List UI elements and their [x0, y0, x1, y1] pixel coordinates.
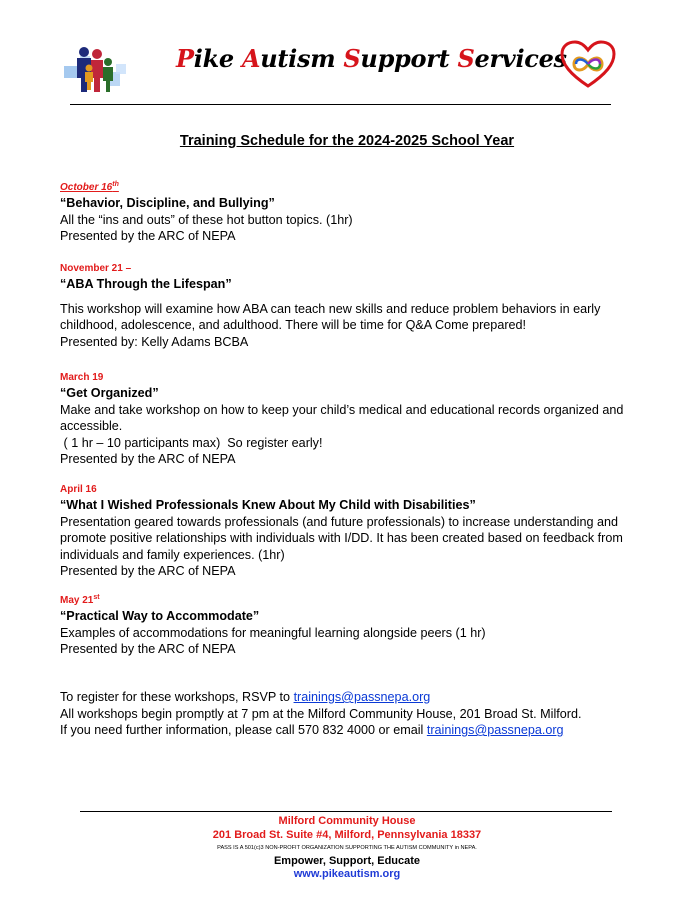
event-presenter: Presented by the ARC of NEPA	[60, 564, 236, 578]
event-description: All the “ins and outs” of these hot button topics. (1hr)	[60, 212, 353, 227]
register-line-2: All workshops begin promptly at 7 pm at the Milford Community House, 201 Broad St. Milford.	[60, 706, 582, 721]
event-october-16	[60, 181, 640, 245]
event-may-21	[60, 594, 640, 658]
page-title: Training Schedule for the 2024-2025 School Year	[179, 133, 515, 149]
event-presenter: Presented by the ARC of NEPA	[60, 452, 236, 466]
event-presenter: Presented by: Kelly Adams BCBA	[60, 334, 249, 349]
event-april-16	[60, 483, 640, 580]
footer-location-name: Milford Community House	[278, 815, 416, 827]
org-title-word-4: Services	[457, 44, 567, 73]
register-line-1: To register for these workshops, RSVP to trainings@passnepa.org	[60, 690, 431, 704]
event-title: “Practical Way to Accommodate”	[60, 609, 260, 623]
people-group-logo-icon	[60, 42, 132, 94]
event-presenter: Presented by the ARC of NEPA	[60, 642, 236, 656]
footer-website-link[interactable]: www.pikeautism.org	[293, 868, 401, 880]
event-description: This workshop will examine how ABA can teach new skills and reduce problem behaviors in early childhood, adolescence, and adulthood. There will be time for Q&A Come prepared!	[60, 301, 601, 332]
org-title-word-1: Pike	[176, 44, 242, 73]
event-march-19	[60, 371, 640, 468]
event-date: March 19	[60, 372, 104, 383]
register-email-link[interactable]: trainings@passnepa.org	[293, 690, 431, 704]
event-date: April 16	[60, 484, 97, 495]
event-title: “Behavior, Discipline, and Bullying”	[60, 196, 275, 210]
heart-infinity-logo-icon	[560, 40, 616, 90]
footer-divider	[80, 811, 612, 812]
info-email-link[interactable]: trainings@passnepa.org	[426, 723, 564, 737]
event-date: October 16th	[60, 181, 119, 193]
event-description: Examples of accommodations for meaningful learning alongside peers (1 hr)	[60, 625, 486, 640]
footer-nonprofit-note: PASS IS A 501(c)3 NON-PROFIT ORGANIZATION SUPPORTING THE AUTISM COMMUNITY in NEPA.	[217, 845, 477, 851]
event-november-21	[60, 262, 640, 350]
footer-tagline: Empower, Support, Educate	[273, 855, 421, 867]
event-presenter: Presented by the ARC of NEPA	[60, 229, 236, 243]
event-title: “ABA Through the Lifespan”	[60, 277, 232, 291]
event-date: May 21st	[60, 594, 100, 606]
footer-address: 201 Broad St. Suite #4, Milford, Pennsylvania 18337	[212, 829, 482, 841]
register-line-3: If you need further information, please call 570 832 4000 or email trainings@passnepa.org	[60, 723, 564, 737]
event-date: November 21 –	[60, 263, 132, 274]
event-title: “Get Organized”	[60, 386, 159, 400]
header-divider	[70, 104, 611, 105]
event-title: “What I Wished Professionals Knew About My Child with Disabilities”	[60, 498, 476, 512]
event-description: Presentation geared towards professionals (and future professionals) to increase understanding and promote positive relationships with individuals with I/DD. It has been created based on feedback from individuals and family experiences. (1hr)	[60, 514, 623, 562]
event-description-note: ( 1 hr – 10 participants max) So register early!	[60, 435, 323, 450]
registration-info	[60, 689, 660, 739]
org-title-word-3: Support	[343, 44, 458, 73]
event-description: Make and take workshop on how to keep your child’s medical and educational records organized and accessible.	[60, 402, 624, 433]
org-title	[176, 44, 567, 73]
org-title-word-2: Autism	[241, 44, 344, 73]
